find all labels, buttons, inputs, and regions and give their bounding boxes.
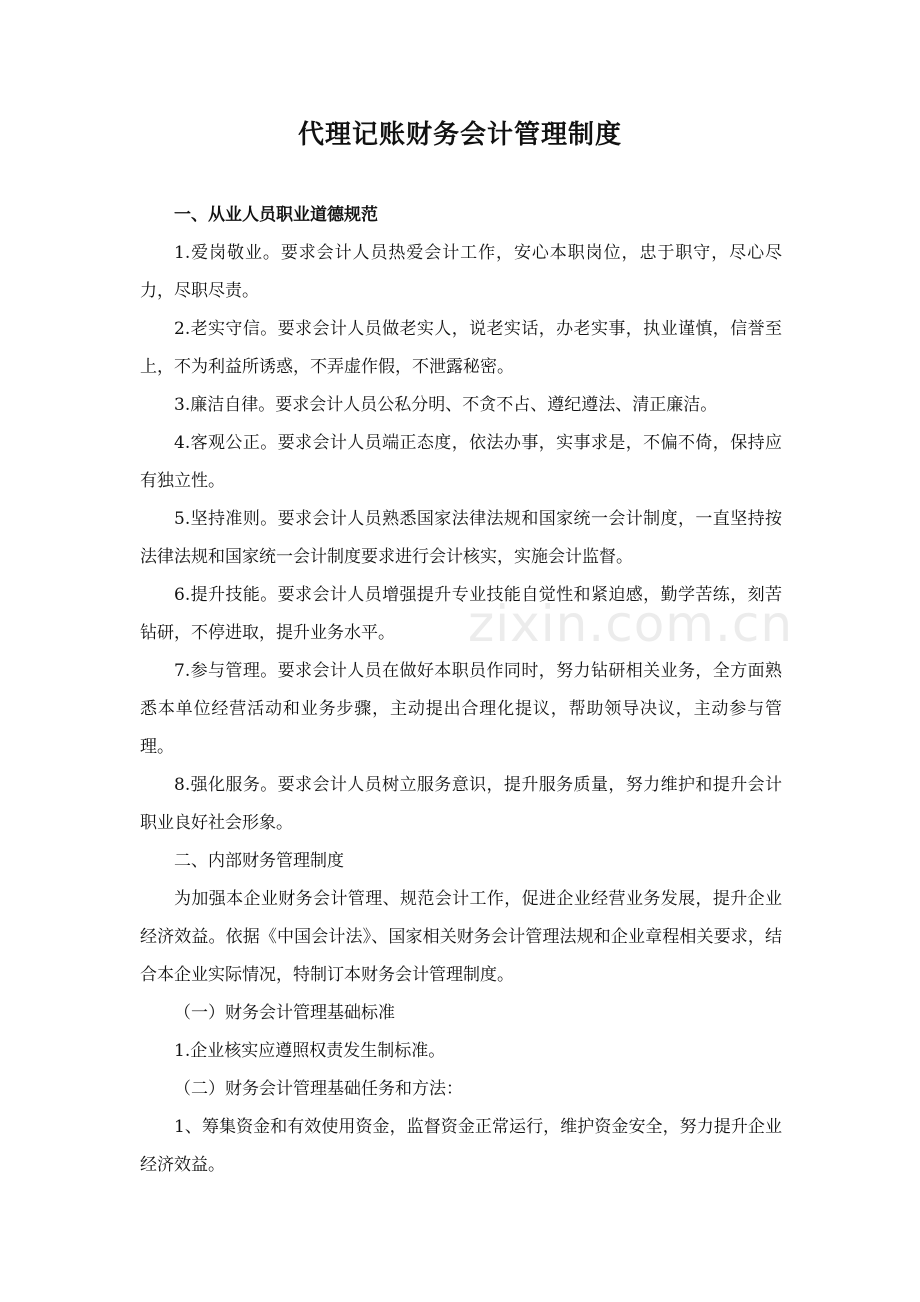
paragraph-item-2: 2.老实守信。要求会计人员做老实人，说老实话，办老实事，执业谨慎，信誉至上，不为利益所诱惑，不弄虚作假，不泄露秘密。	[140, 319, 782, 377]
subsection-heading-1: （一）财务会计管理基础标准	[174, 1003, 395, 1023]
principle-item-1: 1.企业核实应遵照权责发生制标准。	[174, 1041, 446, 1061]
paragraph-item-3: 3.廉洁自律。要求会计人员公私分明、不贪不占、遵纪遵法、清正廉洁。	[174, 395, 718, 415]
document-body	[140, 196, 782, 1184]
task-item-1: 1、筹集资金和有效使用资金，监督资金正常运行，维护资金安全，努力提升企业经济效益。	[140, 1117, 782, 1175]
paragraph-item-8: 8.强化服务。要求会计人员树立服务意识，提升服务质量，努力维护和提升会计职业良好社会形象。	[140, 775, 782, 833]
intro-paragraph: 为加强本企业财务会计管理、规范会计工作，促进企业经营业务发展，提升企业经济效益。依据《中国会计法》、国家相关财务会计管理法规和企业章程相关要求，结合本企业实际情况，特制订本财务会计管理制度。	[140, 889, 782, 985]
paragraph-item-4: 4.客观公正。要求会计人员端正态度，依法办事，实事求是，不偏不倚，保持应有独立性。	[140, 433, 782, 491]
watermark: zixin.com.cn	[468, 595, 794, 653]
document-title: 代理记账财务会计管理制度	[297, 120, 622, 150]
section-heading-2: 二、内部财务管理制度	[174, 851, 344, 871]
subsection-heading-2: （二）财务会计管理基础任务和方法：	[174, 1079, 463, 1099]
paragraph-item-7: 7.参与管理。要求会计人员在做好本职员作同时，努力钻研相关业务，全方面熟悉本单位经营活动和业务步骤，主动提出合理化提议，帮助领导决议，主动参与管理。	[140, 661, 782, 757]
paragraph-item-6: 6.提升技能。要求会计人员增强提升专业技能自觉性和紧迫感，勤学苦练，刻苦钻研，不停进取，提升业务水平。	[140, 585, 782, 643]
paragraph-item-5: 5.坚持准则。要求会计人员熟悉国家法律法规和国家统一会计制度，一直坚持按法律法规和国家统一会计制度要求进行会计核实，实施会计监督。	[140, 509, 782, 567]
paragraph-item-1: 1.爱岗敬业。要求会计人员热爱会计工作，安心本职岗位，忠于职守，尽心尽力，尽职尽责。	[140, 243, 782, 301]
section-heading-1: 一、从业人员职业道德规范	[174, 205, 378, 225]
